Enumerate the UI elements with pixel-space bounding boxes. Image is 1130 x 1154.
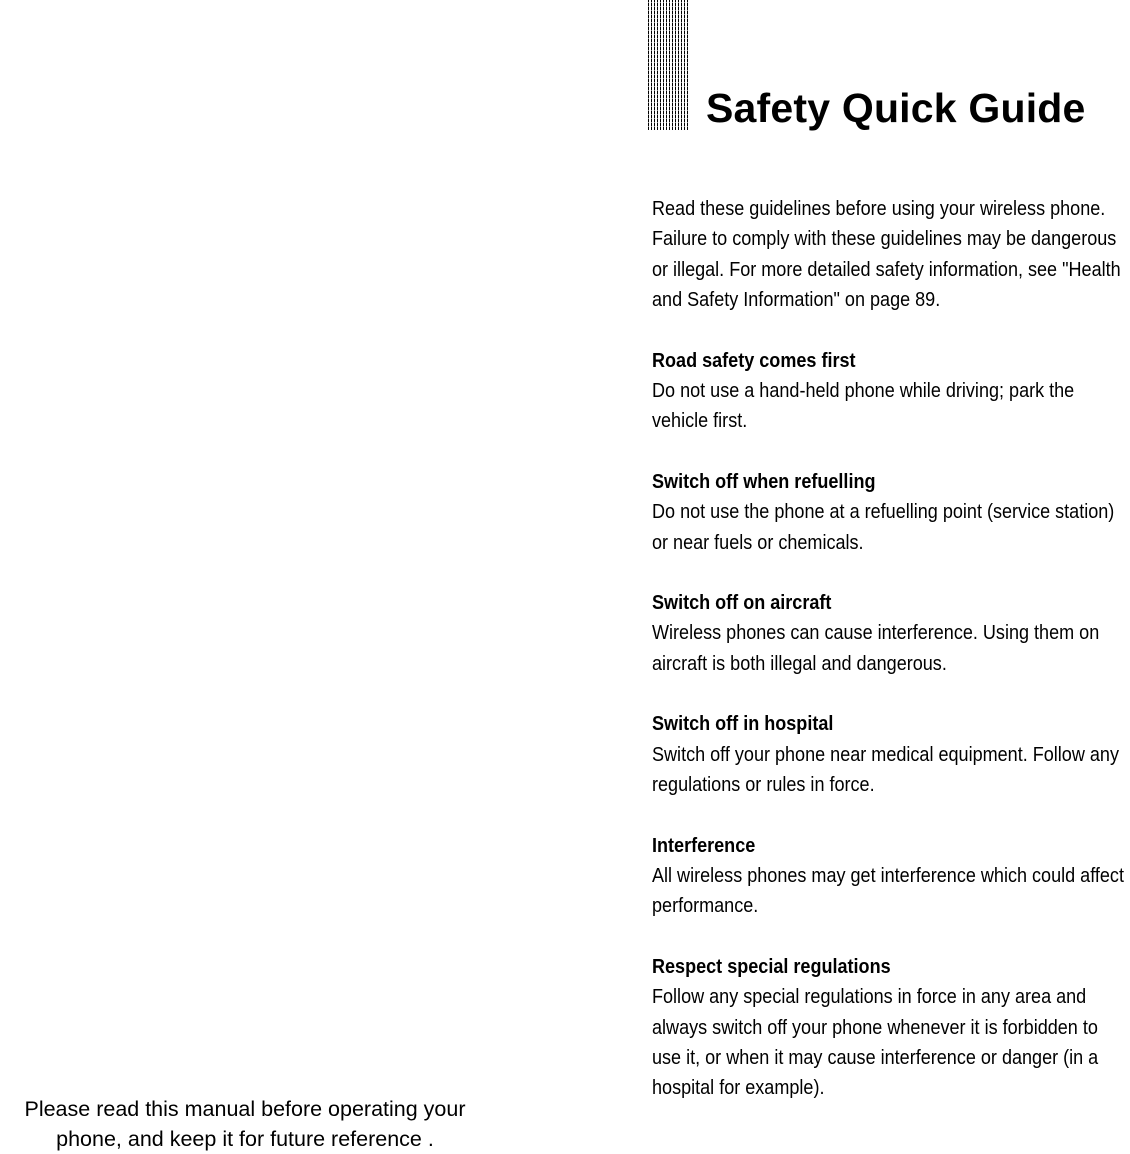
section-body: Do not use a hand-held phone while driving; park the vehicle first. xyxy=(652,379,1075,433)
section-heading: Switch off in hospital xyxy=(652,712,834,736)
section-body: Follow any special regulations in force in any area and always switch off your phone whenever it is forbidden to use it, or when it may cause interference or danger (in a hospital for example). xyxy=(652,985,1099,1100)
guide-content xyxy=(652,194,1124,1134)
title-bar-decoration-icon xyxy=(648,0,690,130)
section-hospital xyxy=(652,709,1127,800)
manual-reminder-line-1: Please read this manual before operating your xyxy=(24,1097,466,1121)
page-title: Safety Quick Guide xyxy=(706,85,1086,131)
manual-reminder-line-2: phone, and keep it for future reference . xyxy=(56,1127,434,1151)
section-heading: Respect special regulations xyxy=(652,954,891,978)
section-body: Wireless phones can cause interference. Using them on aircraft is both illegal and dangerous. xyxy=(652,621,1100,675)
section-aircraft xyxy=(652,588,1127,679)
section-road-safety xyxy=(652,346,1127,437)
page-header xyxy=(648,0,1118,135)
section-heading: Switch off on aircraft xyxy=(652,591,832,615)
section-special-regulations xyxy=(652,952,1127,1104)
section-heading: Road safety comes first xyxy=(652,348,856,372)
section-refuelling xyxy=(652,467,1127,558)
section-body: Switch off your phone near medical equipment. Follow any regulations or rules in force. xyxy=(652,742,1119,797)
section-body: All wireless phones may get interference which could affect performance. xyxy=(652,863,1124,918)
section-body: Do not use the phone at a refuelling point (service station) or near fuels or chemicals. xyxy=(652,500,1115,554)
section-heading: Interference xyxy=(652,833,756,857)
section-interference xyxy=(652,831,1127,922)
intro-paragraph: Read these guidelines before using your wireless phone. Failure to comply with these guidelines may be dangerous or illegal. For more detailed safety information, see "Health and Safety Information" on page 89. xyxy=(652,197,1121,312)
section-heading: Switch off when refuelling xyxy=(652,469,876,493)
manual-reminder xyxy=(0,1094,490,1154)
